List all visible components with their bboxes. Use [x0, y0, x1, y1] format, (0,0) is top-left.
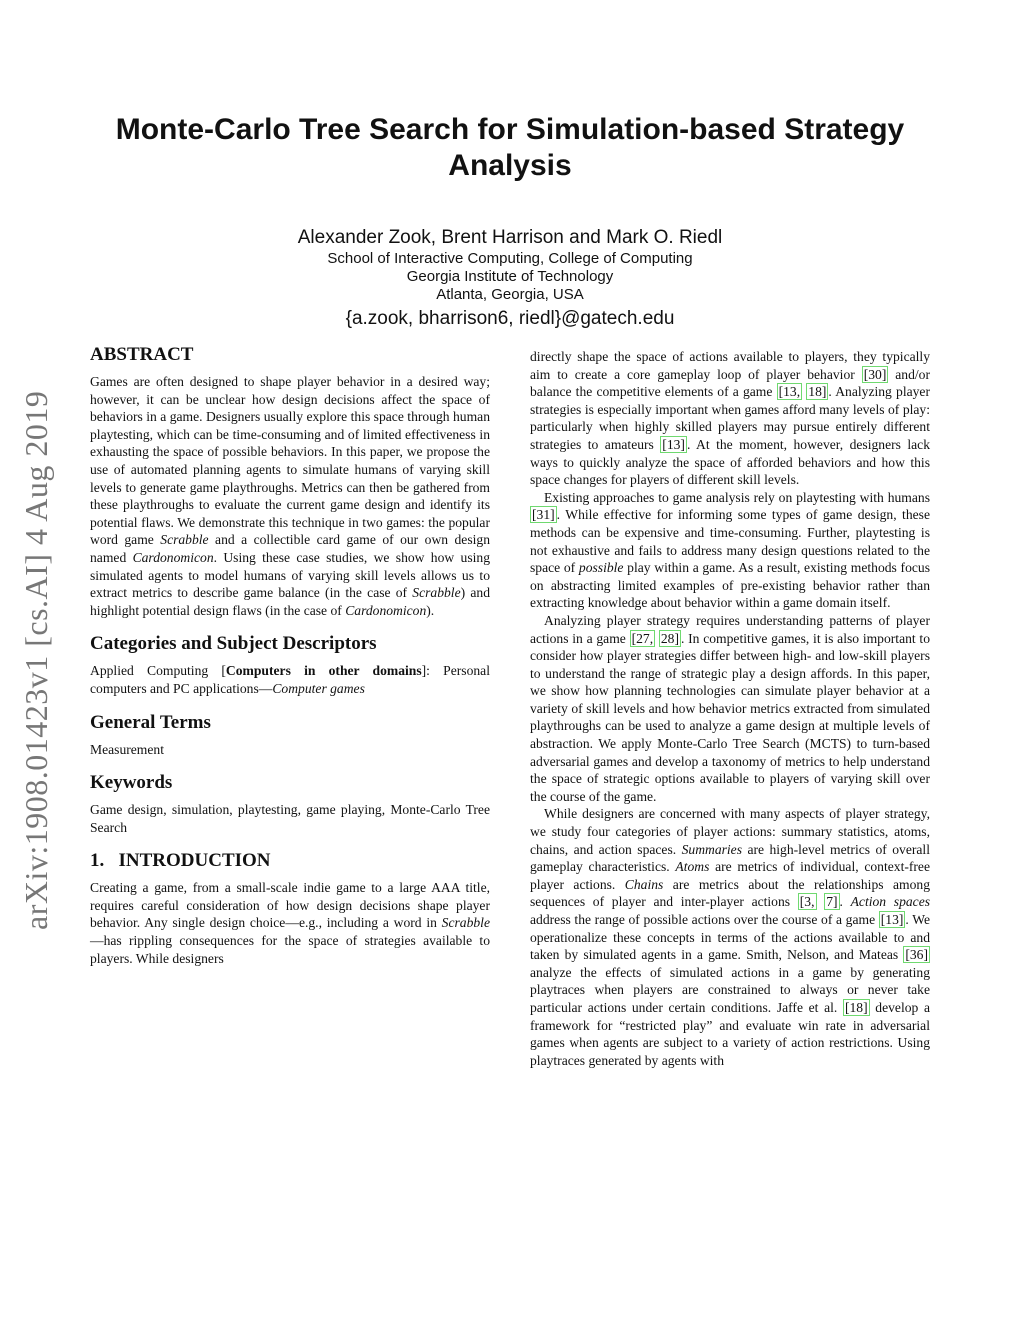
arxiv-identifier: arXiv:1908.01423v1 [cs.AI] 4 Aug 2019: [18, 390, 54, 930]
citation-link[interactable]: [3,: [799, 894, 815, 910]
author-block: [90, 226, 930, 332]
intro-paragraph-1: directly shape the space of actions available to players, they typically aim to create a core gameplay loop of player behavior [30] and/or balance the competitive elements of a game [13, 18] . Analyzing player strategies is especially important when games afford many levels of play: particularly when highly skilled players may pursue entirely different strategies to amateurs [13] . At the moment, however, designers lack ways to quickly analyze the space of afforded behaviors and how this space changes for players of different skill levels.: [530, 349, 931, 488]
affiliation-line-1: School of Interactive Computing, College of Computing: [327, 250, 693, 267]
citation-link[interactable]: [13]: [662, 436, 685, 452]
introduction-heading: 1. INTRODUCTION: [90, 850, 271, 872]
abstract-section: [90, 344, 490, 619]
intro-paragraph-3: Analyzing player strategy requires understanding patterns of player actions in a game [27, 28] . In competitive games, it is also important to consider how player strategies differ between high- and low-skill players to understand the range of strategic play a design affords. In this paper, we show how planning technologies can simulate player behavior at a variety of skill levels and how behavior metrics extracted from simulated playthroughs can be used to analyze a game design at multiple levels of abstraction. We apply Monte-Carlo Tree Search (MCTS) to turn-based adversarial games and develop a taxonomy of metrics to help understand the space of strategic options available to players of varying skill over the course of the game.: [530, 612, 931, 804]
citation-link[interactable]: [13]: [880, 912, 904, 927]
intro-paragraph-4: While designers are concerned with many aspects of player strategy, we study four categories of player actions: summary statistics, atoms, chains, and action spaces. Summaries are high-level metrics of overall gameplay characteristics. Atoms are metrics of individual, context-free player actions. Chains are metrics about the relationships among sequences of player and inter-player actions [3, 7] . Action spaces address the range of possible actions over the course of a game [13] . We operationalize these concepts in terms of the actions available to and taken by simulated agents in a game. Smith, Nelson, and Mateas [36] analyze the effects of simulated actions in a game by generating playtraces when players are constrained to always or never take particular actions under certain conditions. Jaffe et al. [18] develop a framework for “restricted play” and evaluate win rate in adversarial games when agents are subject to a variety of action restrictions. Using playtraces generated by agents with: [530, 806, 931, 1068]
citation-link[interactable]: [30]: [863, 366, 887, 382]
categories-heading: Categories and Subject Descriptors: [90, 633, 377, 655]
intro-paragraph-2: Existing approaches to game analysis rely on playtesting with humans [31] . While effective for informing some types of game design, these methods can be expensive and time-consuming. Further, playtesting is not exhaustive and fails to address many design questions related to the space of possible play within a game. As a result, existing methods focus on abstracting limited examples of pre-existing behavior rather than extracting knowledge about behavior within a game domain itself.: [530, 489, 930, 611]
citation-link[interactable]: [13,: [778, 384, 801, 400]
citation-link[interactable]: 28]: [660, 630, 679, 646]
citation-link[interactable]: 18]: [808, 384, 827, 400]
general-terms-text: Measurement: [90, 741, 164, 757]
citation-link[interactable]: [36]: [905, 947, 928, 963]
introduction-section: [90, 850, 490, 967]
citation-link[interactable]: 7]: [826, 894, 838, 910]
citation-link[interactable]: [27,: [631, 630, 654, 646]
author-names: Alexander Zook, Brent Harrison and Mark O. Riedl: [297, 227, 723, 248]
general-terms-heading: General Terms: [90, 711, 211, 733]
abstract-text: Games are often designed to shape player behavior in a desired way; however, it can be unclear how design decisions affect the space of behaviors in a game. Designers usually explore this space through human playtesting, which can be time-consuming and of limited effectiveness in exhausting the space of possible behaviors. In this paper, we propose the use of automated planning agents to simulate humans of varying skill levels to generate game playthroughs. Metrics can then be gathered from these playthroughs to evaluate the current game design and identify its potential flaws. We demonstrate this technique in two games: the popular word game Scrabble and a collectible card game of our own design named Cardonomicon. Using these case studies, we show how using simulated agents to model humans of varying skill levels allows us to extract metrics to describe game balance (in the case of Scrabble) and highlight potential design flaws (in the case of Cardonomicon).: [90, 374, 490, 618]
keywords-section: [90, 772, 490, 836]
keywords-heading: Keywords: [90, 772, 173, 794]
categories-text: Applied Computing [Computers in other domains]: Personal computers and PC applications—Computer games: [90, 663, 490, 696]
affiliation-line-3: Atlanta, Georgia, USA: [436, 286, 584, 303]
right-column: [530, 348, 930, 1069]
title-line-2: Analysis: [448, 149, 572, 182]
citation-link[interactable]: [31]: [532, 507, 555, 523]
author-emails: {a.zook, bharrison6, riedl}@gatech.edu: [345, 308, 675, 329]
abstract-heading: ABSTRACT: [90, 344, 194, 365]
left-column: [90, 344, 490, 981]
categories-section: [90, 633, 490, 697]
introduction-text: Creating a game, from a small-scale indie game to a large AAA title, requires careful consideration of how design decisions shape player behavior. Any single design choice—e.g., including a word in Scrabble—has rippling consequences for the space of strategies available to players. While designers: [90, 880, 490, 966]
affiliation-line-2: Georgia Institute of Technology: [406, 268, 614, 285]
title-line-1: Monte-Carlo Tree Search for Simulation-based Strategy: [115, 113, 905, 146]
paper-title: [90, 112, 930, 184]
general-terms-section: [90, 712, 490, 759]
citation-link[interactable]: [18]: [844, 999, 868, 1015]
keywords-text: Game design, simulation, playtesting, game playing, Monte-Carlo Tree Search: [90, 802, 490, 835]
